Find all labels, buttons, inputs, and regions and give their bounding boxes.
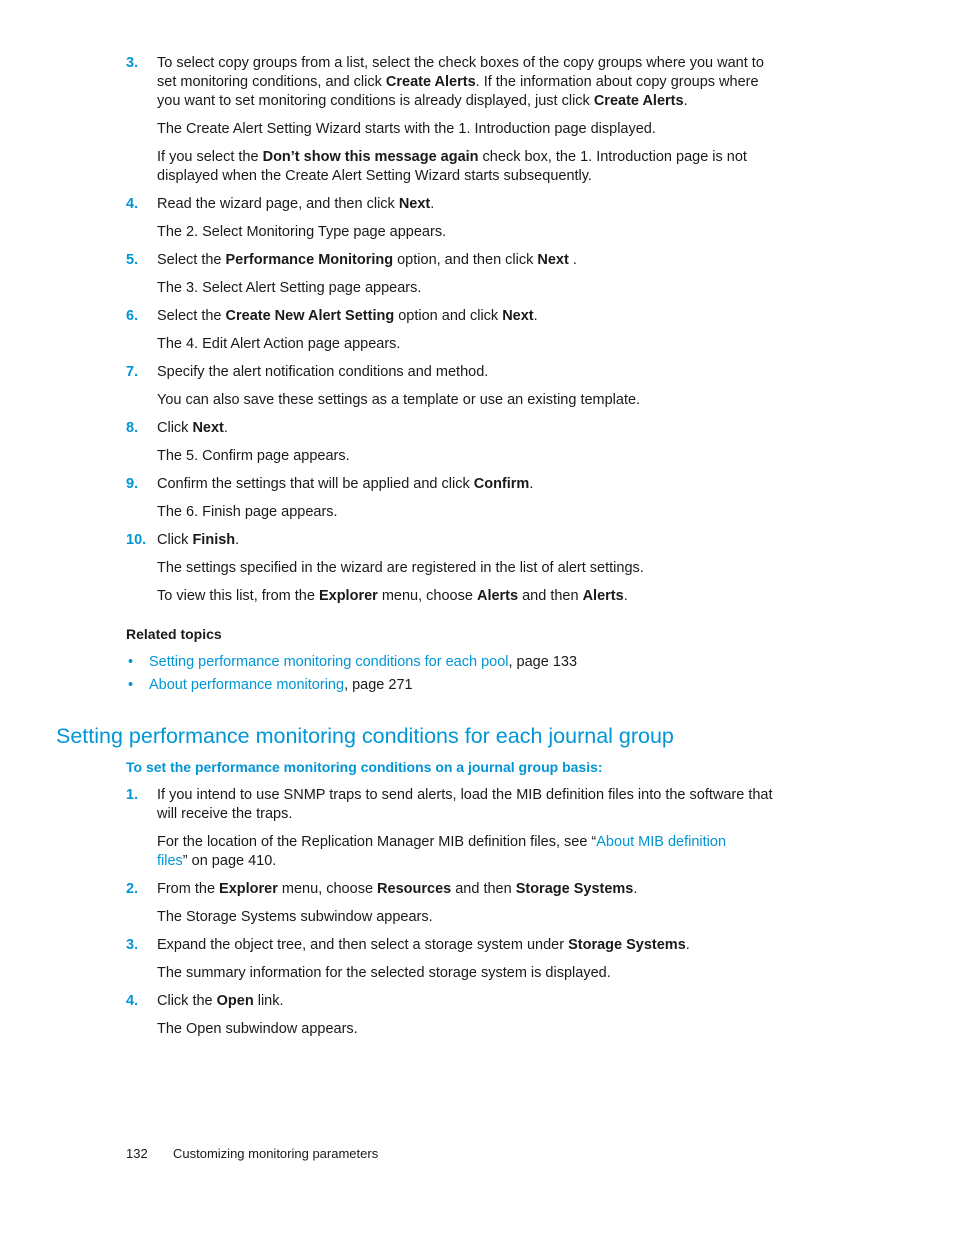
text-run: Read the wizard page, and then click <box>157 196 399 212</box>
step-result-line <box>157 120 656 139</box>
step-number: 8. <box>126 420 139 436</box>
ui-term: Next <box>537 252 569 268</box>
text-run: If you intend to use SNMP traps to send alerts, load the MIB definition files into the software that <box>157 787 773 803</box>
text-run: , page 133 <box>508 654 578 670</box>
text-run: For the location of the Replication Manager MIB definition files, see “ <box>157 834 597 850</box>
step-result-line <box>157 833 726 852</box>
text-run: you want to set monitoring conditions is already displayed, just click <box>157 93 594 109</box>
step-text-line <box>157 936 690 955</box>
text-run: You can also save these settings as a template or use an existing template. <box>157 392 641 408</box>
step-result-line <box>157 148 747 167</box>
text-run: . <box>529 476 534 492</box>
bullet-icon: • <box>128 654 134 670</box>
step-text-line <box>157 786 773 805</box>
ui-term: Explorer <box>219 881 278 897</box>
ui-term: Next <box>192 420 224 436</box>
text-run: The Storage Systems subwindow appears. <box>157 909 433 925</box>
step-number: 7. <box>126 364 139 380</box>
text-run: . <box>683 93 688 109</box>
step-result-line <box>157 447 350 466</box>
text-run: Expand the object tree, and then select a storage system under <box>157 937 569 953</box>
text-run: . <box>685 937 690 953</box>
step-result-line <box>157 335 400 354</box>
ui-term: Storage Systems <box>568 937 686 953</box>
text-run: Click the <box>157 993 217 1009</box>
text-run: and then <box>451 881 516 897</box>
ui-term: Create Alerts <box>385 74 476 90</box>
cross-reference-link[interactable]: About MIB definition <box>596 834 727 850</box>
step-result-line <box>157 223 446 242</box>
step-text-line <box>157 307 538 326</box>
text-run: . <box>223 420 228 436</box>
ui-term: Create New Alert Setting <box>225 308 395 324</box>
text-run: . <box>430 196 435 212</box>
text-run: The summary information for the selected storage system is displayed. <box>157 965 611 981</box>
ui-term: Storage Systems <box>515 881 634 897</box>
step-text-line <box>157 531 239 550</box>
step-result-line <box>157 167 592 186</box>
page-number: 132 <box>126 1146 148 1161</box>
step-number: 3. <box>126 937 139 953</box>
step-text-line <box>157 73 759 92</box>
text-run: From the <box>157 881 220 897</box>
ui-term: Don’t show this message again <box>262 149 479 165</box>
text-run: The 4. Edit Alert Action page appears. <box>157 336 401 352</box>
text-run: Confirm the settings that will be applied and click <box>157 476 474 492</box>
ui-term: Next <box>398 196 431 212</box>
step-result-line <box>157 587 628 606</box>
text-run: . <box>533 308 538 324</box>
bullet-icon: • <box>128 677 134 693</box>
step-number: 5. <box>126 252 139 268</box>
text-run: and then <box>518 588 583 604</box>
text-run: Click <box>157 420 193 436</box>
text-run: Select the <box>157 252 226 268</box>
ui-term: Resources <box>377 881 452 897</box>
text-run: To select copy groups from a list, select the check boxes of the copy groups where you want to <box>157 55 764 71</box>
ui-term: Finish <box>192 532 236 548</box>
step-text-line <box>157 54 764 73</box>
step-result-line <box>157 391 640 410</box>
step-result-line <box>157 964 611 983</box>
text-run: The Open subwindow appears. <box>157 1021 358 1037</box>
text-run: link. <box>253 993 284 1009</box>
text-run: ” on page 410. <box>182 853 277 869</box>
step-text-line <box>157 251 577 270</box>
ui-term: Performance Monitoring <box>225 252 394 268</box>
step-text-line <box>157 880 637 899</box>
ui-term: Create Alerts <box>593 93 684 109</box>
text-run: . <box>633 881 638 897</box>
chapter-title: Customizing monitoring parameters <box>173 1146 379 1161</box>
step-result-line <box>157 503 338 522</box>
text-run: The settings specified in the wizard are registered in the list of alert settings. <box>157 560 644 576</box>
step-number: 6. <box>126 308 139 324</box>
ui-term: Confirm <box>473 476 530 492</box>
text-run: Specify the alert notification conditions and method. <box>157 364 489 380</box>
step-result-line <box>157 852 276 871</box>
step-result-line <box>157 279 421 298</box>
text-run: To view this list, from the <box>157 588 319 604</box>
cross-reference-link[interactable]: files <box>157 853 183 869</box>
text-run: will receive the traps. <box>157 806 293 822</box>
text-run: option, and then click <box>393 252 538 268</box>
text-run: . <box>568 252 577 268</box>
step-number: 4. <box>126 993 139 1009</box>
step-number: 10. <box>126 532 147 548</box>
text-run: If you select the <box>157 149 263 165</box>
text-run: The 3. Select Alert Setting page appears. <box>157 280 422 296</box>
ui-term: Alerts <box>476 588 519 604</box>
text-run: . If the information about copy groups where <box>475 74 759 90</box>
text-run: displayed when the Create Alert Setting Wizard starts subsequently. <box>157 168 592 184</box>
ui-term: Explorer <box>318 588 378 604</box>
procedure-subheading: To set the performance monitoring conditions on a journal group basis: <box>126 759 603 775</box>
cross-reference-link[interactable]: About performance monitoring <box>149 677 345 693</box>
step-number: 2. <box>126 881 139 897</box>
text-run: The 6. Finish page appears. <box>157 504 338 520</box>
ui-term: Next <box>502 308 534 324</box>
step-number: 3. <box>126 55 139 71</box>
text-run: . <box>235 532 240 548</box>
step-text-line <box>157 992 284 1011</box>
step-text-line <box>157 475 533 494</box>
step-text-line <box>157 419 228 438</box>
related-topic-item <box>149 653 577 672</box>
cross-reference-link[interactable]: Setting performance monitoring conditions for each pool <box>149 654 509 670</box>
related-topic-item <box>149 676 413 695</box>
text-run: menu, choose <box>277 881 378 897</box>
step-text-line <box>157 92 688 111</box>
step-number: 4. <box>126 196 139 212</box>
step-result-line <box>157 559 644 578</box>
text-run: The 2. Select Monitoring Type page appears. <box>157 224 447 240</box>
text-run: . <box>623 588 628 604</box>
text-run: option and click <box>394 308 503 324</box>
ui-term: Alerts <box>582 588 624 604</box>
text-run: Select the <box>157 308 226 324</box>
step-number: 1. <box>126 787 139 803</box>
step-result-line <box>157 908 433 927</box>
text-run: , page 271 <box>344 677 413 693</box>
text-run: set monitoring conditions, and click <box>157 74 386 90</box>
related-topics-heading: Related topics <box>126 626 222 642</box>
section-heading: Setting performance monitoring conditions for each journal group <box>56 724 674 748</box>
text-run: Click <box>157 532 193 548</box>
text-run: The Create Alert Setting Wizard starts with the 1. Introduction page displayed. <box>157 121 656 137</box>
step-number: 9. <box>126 476 139 492</box>
step-text-line <box>157 805 292 824</box>
step-result-line <box>157 1020 358 1039</box>
ui-term: Open <box>216 993 254 1009</box>
step-text-line <box>157 195 434 214</box>
text-run: check box, the 1. Introduction page is not <box>478 149 747 165</box>
step-text-line <box>157 363 488 382</box>
text-run: menu, choose <box>377 588 477 604</box>
text-run: The 5. Confirm page appears. <box>157 448 350 464</box>
